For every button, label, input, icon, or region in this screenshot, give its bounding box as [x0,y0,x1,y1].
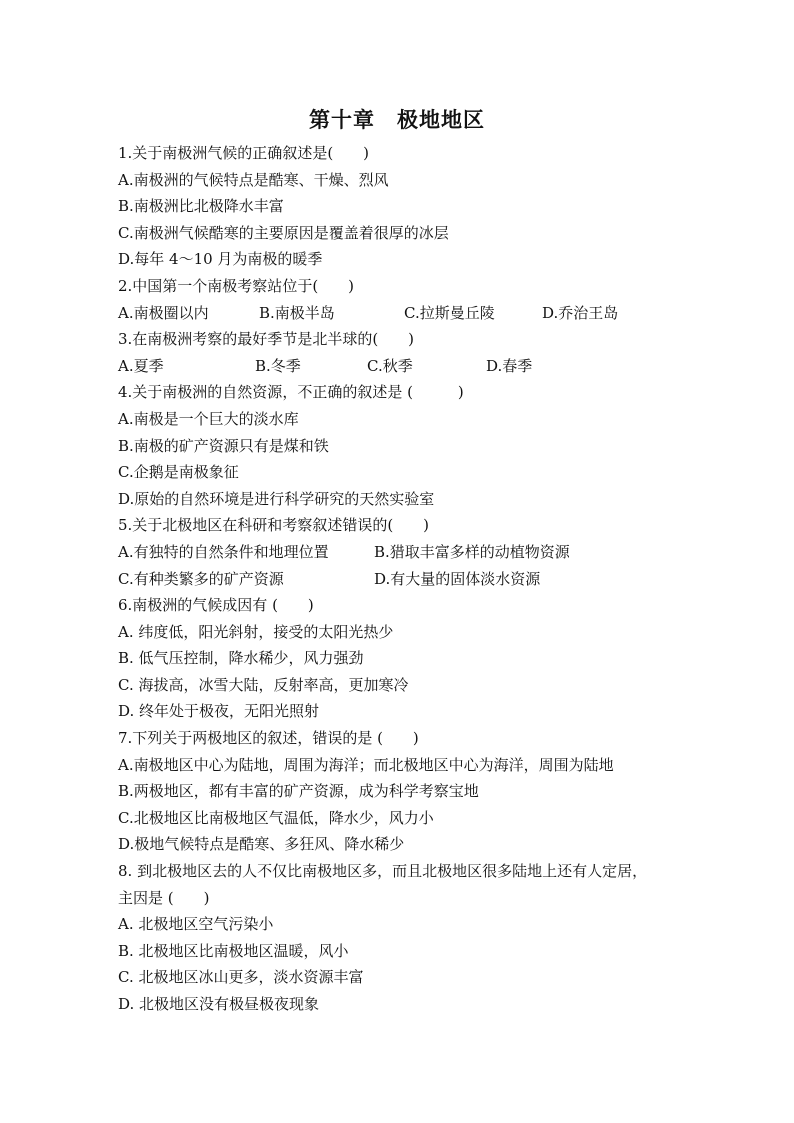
question-2-option-c: C.拉斯曼丘陵 [404,303,495,322]
question-6-option-c: C. 海拔高，冰雪大陆，反射率高，更加寒冷 [118,675,409,694]
title-topic: 极地地区 [397,108,485,132]
question-3-option-b: B.冬季 [255,356,301,375]
question-list [118,140,698,1018]
question-3-option-a: A.夏季 [118,356,164,375]
question-8-stem-line2: 主因是 ( ) [118,888,210,907]
question-7-option-c: C.北极地区比南极地区气温低，降水少，风力小 [118,808,434,827]
question-1-option-c: C.南极洲气候酷寒的主要原因是覆盖着很厚的冰层 [118,223,449,242]
question-2-stem: 2.中国第一个南极考察站位于( ) [118,276,355,295]
title-chapter: 第十章 [309,108,375,132]
question-5-option-d: D.有大量的固体淡水资源 [374,569,541,588]
question-3-option-c: C.秋季 [367,356,413,375]
page-title [0,104,794,134]
question-5-option-a: A.有独特的自然条件和地理位置 [118,542,329,561]
question-2-option-d: D.乔治王岛 [542,303,619,322]
question-4-option-a: A.南极是一个巨大的淡水库 [118,409,299,428]
question-8-option-b: B. 北极地区比南极地区温暖，风小 [118,941,349,960]
question-2-options [118,300,698,327]
question-5-options-row2 [118,566,698,593]
question-5-option-c: C.有种类繁多的矿产资源 [118,569,284,588]
question-6-option-b: B. 低气压控制，降水稀少，风力强劲 [118,649,364,668]
question-7-option-d: D.极地气候特点是酷寒、多狂风、降水稀少 [118,835,405,854]
question-5-option-b: B.猎取丰富多样的动植物资源 [374,542,570,561]
question-4-option-b: B.南极的矿产资源只有是煤和铁 [118,436,329,455]
question-2-option-a: A.南极圈以内 [118,303,209,322]
question-6-option-a: A. 纬度低，阳光斜射，接受的太阳光热少 [118,622,394,641]
question-1-option-d: D.每年 4～10 月为南极的暖季 [118,250,323,269]
question-6-stem: 6.南极洲的气候成因有 ( ) [118,596,314,615]
question-5-options-row1 [118,539,698,566]
question-1-option-a: A.南极洲的气候特点是酷寒、干燥、烈风 [118,170,389,189]
question-3-stem: 3.在南极洲考察的最好季节是北半球的( ) [118,330,415,349]
question-7-option-b: B.两极地区，都有丰富的矿产资源，成为科学考察宝地 [118,782,479,801]
question-5-stem: 5.关于北极地区在科研和考察叙述错误的( ) [118,516,430,535]
question-1-stem: 1.关于南极洲气候的正确叙述是( ) [118,144,370,162]
question-3-options [118,353,698,380]
question-4-stem: 4.关于南极洲的自然资源，不正确的叙述是 ( ) [118,383,464,402]
question-7-option-a: A.南极地区中心为陆地，周围为海洋；而北极地区中心为海洋，周围为陆地 [118,755,614,774]
question-8-option-c: C. 北极地区冰山更多，淡水资源丰富 [118,968,364,987]
question-6-option-d: D. 终年处于极夜，无阳光照射 [118,702,320,721]
question-3-option-d: D.春季 [486,356,533,375]
question-4-option-d: D.原始的自然环境是进行科学研究的天然实验室 [118,489,435,508]
question-4-option-c: C.企鹅是南极象征 [118,463,239,482]
question-8-option-d: D. 北极地区没有极昼极夜现象 [118,995,320,1013]
question-2-option-b: B.南极半岛 [259,303,335,322]
question-1-option-b: B.南极洲比北极降水丰富 [118,197,284,216]
question-7-stem: 7.下列关于两极地区的叙述，错误的是 ( ) [118,729,419,748]
question-8-option-a: A. 北极地区空气污染小 [118,915,274,934]
question-8-stem-line1: 8. 到北极地区去的人不仅比南极地区多，而且北极地区很多陆地上还有人定居， [118,862,648,881]
